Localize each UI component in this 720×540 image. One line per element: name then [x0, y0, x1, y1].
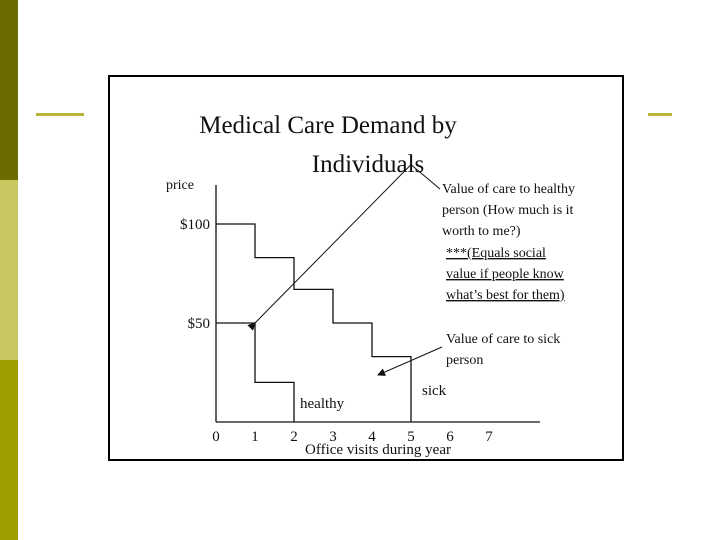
annotation-social-line-2: value if people know	[446, 267, 564, 282]
annotation-sick-value	[446, 332, 560, 368]
series-label-healthy: healthy	[300, 396, 345, 412]
annotation-healthy-line-3: worth to me?)	[442, 224, 521, 239]
x-tick-label: 1	[251, 429, 259, 445]
annotation-social-line-3: what’s best for them)	[446, 288, 565, 303]
chart-title-line-1: Medical Care Demand by	[199, 112, 457, 139]
sidebar-segment-top	[0, 0, 18, 180]
accent-line-right	[648, 113, 672, 116]
demand-chart	[110, 77, 622, 459]
x-tick-label: 0	[212, 429, 220, 445]
annotation-sick-arrow	[378, 347, 442, 375]
x-tick-label: 5	[407, 429, 415, 445]
chart-image-frame	[108, 75, 624, 461]
annotation-healthy-line-1: Value of care to healthy	[442, 182, 575, 197]
accent-line-left	[36, 113, 84, 116]
sidebar-segment-middle	[0, 180, 18, 360]
annotation-healthy-value	[442, 182, 575, 239]
y-tick-label: $50	[187, 316, 210, 332]
x-tick-label: 3	[329, 429, 337, 445]
annotation-healthy-line-2: person (How much is it	[442, 203, 574, 218]
x-tick-label: 6	[446, 429, 454, 445]
x-tick-label: 4	[368, 429, 376, 445]
x-tick-label: 2	[290, 429, 298, 445]
x-tick-label: 7	[485, 429, 493, 445]
series-healthy	[216, 323, 294, 422]
chart-title-line-2: Individuals	[311, 151, 425, 178]
x-axis-label: Office visits during year	[305, 442, 451, 458]
y-axis-label: price	[166, 178, 194, 193]
series-label-sick: sick	[422, 383, 447, 399]
y-tick-label: $100	[180, 217, 210, 233]
annotation-sick-line-2: person	[446, 353, 484, 368]
annotation-social-value	[446, 246, 565, 303]
annotation-social-line-1: ***(Equals social	[446, 246, 546, 261]
sidebar-segment-bottom	[0, 360, 18, 540]
annotation-sick-line-1: Value of care to sick	[446, 332, 561, 347]
